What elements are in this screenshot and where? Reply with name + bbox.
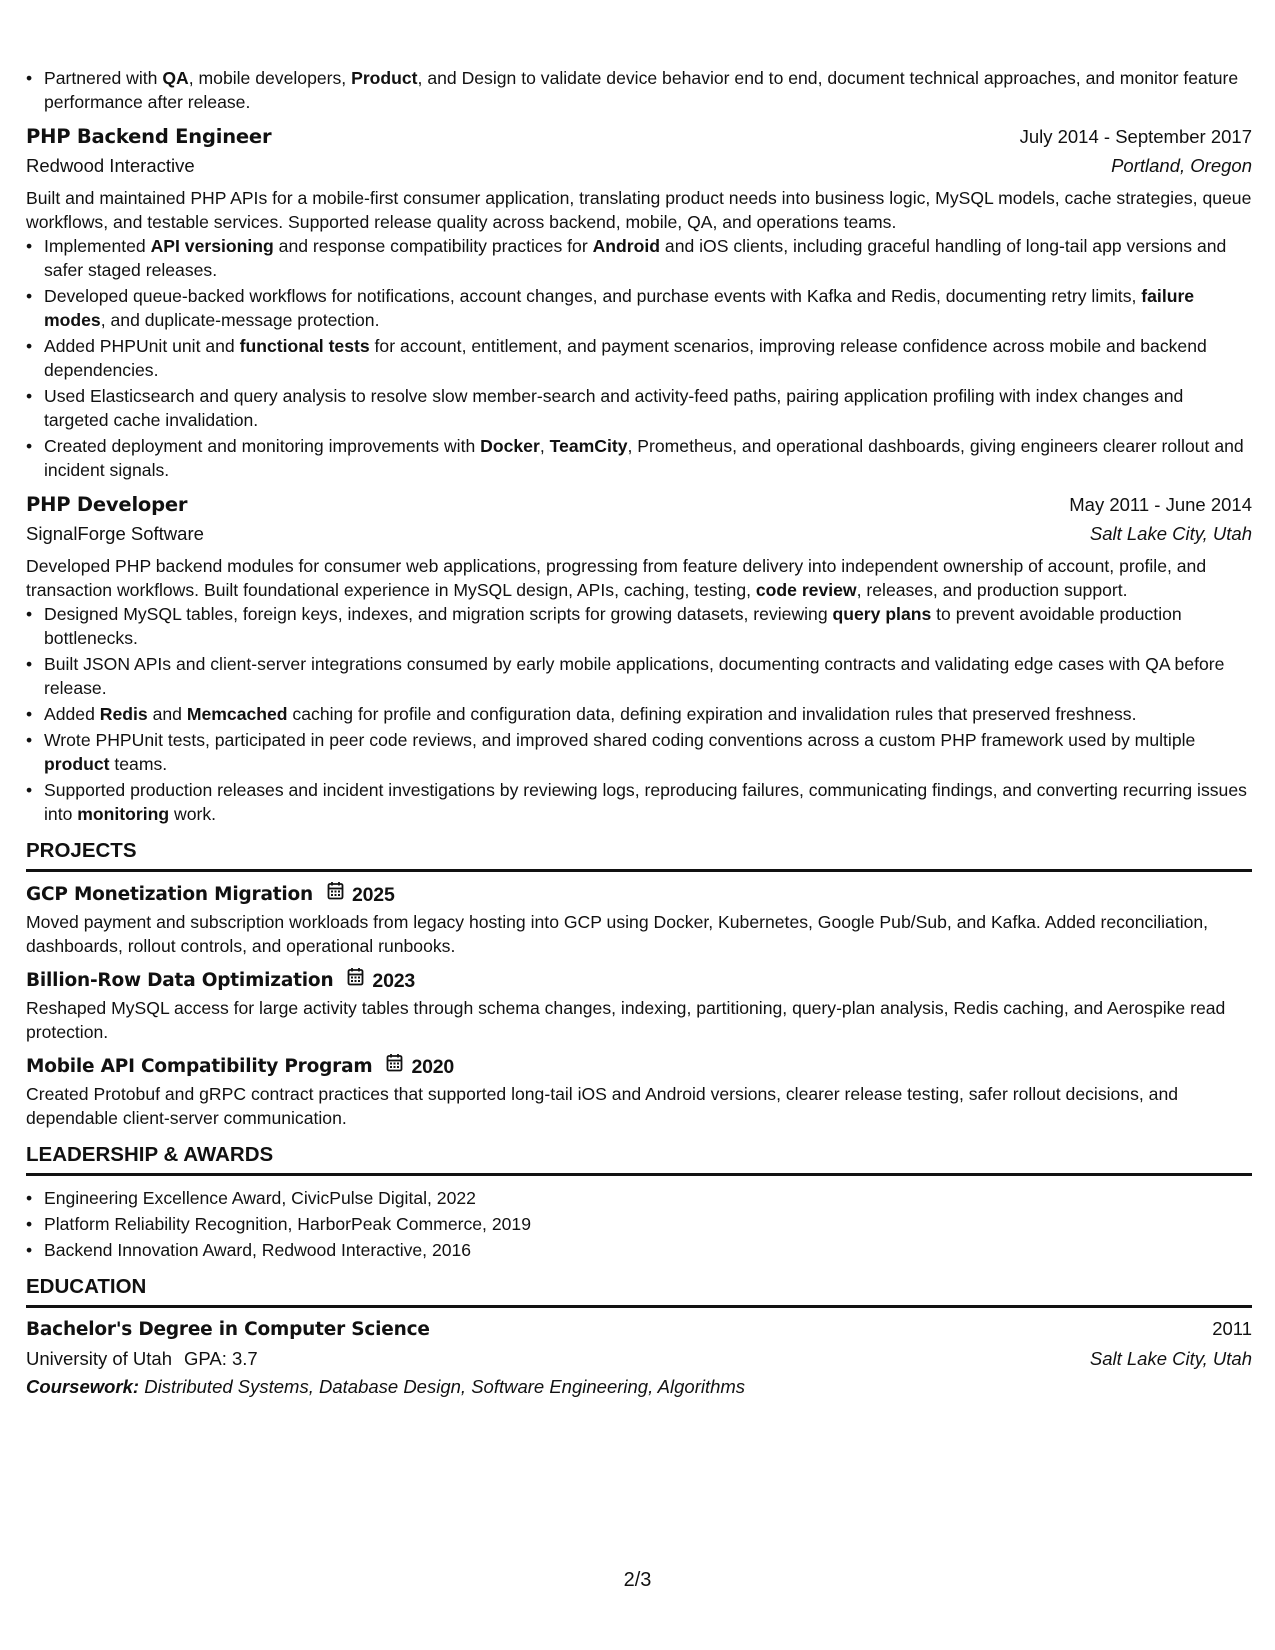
project-description: Moved payment and subscription workloads from legacy hosting into GCP using Docker, Kubernetes, Google Pub/Sub, and Kafka. Added reconciliation, dashboards, rollout controls, and operational runbooks.	[26, 912, 1209, 956]
job-subheader	[26, 152, 1252, 180]
text-run: Designed MySQL tables, foreign keys, indexes, and migration scripts for growing datasets, reviewing	[44, 604, 833, 624]
job-title: PHP Backend Engineer	[26, 125, 272, 148]
text-run: to prevent avoidable production bottlenecks.	[44, 604, 1182, 648]
text-run: Built JSON APIs and client-server integrations consumed by early mobile applications, documenting contracts and validating edge cases with QA before release.	[44, 654, 1225, 698]
job-entry	[26, 490, 1252, 826]
bullet-item	[44, 334, 1252, 382]
text-run: teams.	[109, 754, 168, 774]
text-run: , and Design to validate device behavior end to end, document technical approaches, and monitor feature performance after release.	[44, 68, 1239, 112]
award-item: • Platform Reliability Recognition, HarborPeak Commerce, 2019	[44, 1212, 1252, 1236]
bold-keyword: QA	[162, 68, 189, 88]
bullet-item	[44, 652, 1252, 700]
project-entry	[26, 880, 1252, 958]
project-header	[26, 880, 1252, 910]
bold-keyword: Android	[592, 236, 661, 256]
job-subheader	[26, 520, 1252, 548]
bold-keyword: functional tests	[239, 336, 370, 356]
coursework-list: Distributed Systems, Database Design, Software Engineering, Algorithms	[144, 1376, 746, 1397]
education-heading: EDUCATION	[26, 1272, 1252, 1308]
bullet-item	[44, 728, 1252, 776]
gpa: GPA: 3.7	[184, 1348, 258, 1369]
bullet-item	[44, 66, 1252, 114]
job-location: Salt Lake City, Utah	[1089, 523, 1252, 544]
project-header	[26, 1052, 1252, 1082]
bold-keyword: Product	[351, 68, 418, 88]
company-name: SignalForge Software	[26, 523, 204, 544]
graduation-year: 2011	[1212, 1318, 1252, 1339]
school-line	[26, 1345, 258, 1373]
bold-keyword: query plans	[832, 604, 932, 624]
calendar-icon	[327, 880, 344, 910]
bold-keyword: monitoring	[77, 804, 170, 824]
education-entry	[26, 1314, 1252, 1401]
text-run: Partnered with	[44, 68, 163, 88]
bold-keyword: product	[44, 754, 110, 774]
text-run: , mobile developers,	[188, 68, 352, 88]
text-run: Built and maintained PHP APIs for a mobile-first consumer application, translating product needs into business logic, MySQL models, cache strategies, queue workflows, and testable services. Supported release quality across backend, mobile, QA, and operations teams.	[26, 188, 1252, 232]
bullet-item	[44, 234, 1252, 282]
project-year: 2020	[411, 1056, 455, 1078]
experience-continued-bullets	[26, 66, 1252, 114]
text-run: , releases, and production support.	[856, 580, 1128, 600]
bold-keyword: Memcached	[186, 704, 288, 724]
leadership-heading: LEADERSHIP & AWARDS	[26, 1140, 1252, 1176]
text-run: Developed PHP backend modules for consumer web applications, progressing from feature delivery into independent ownership of account, profile, and transaction workflows. Built foundational experience in MySQL design, APIs, caching, testing,	[26, 556, 1207, 600]
text-run: Developed queue-backed workflows for notifications, account changes, and purchase events with Kafka and Redis, documenting retry limits,	[44, 286, 1142, 306]
school-location: Salt Lake City, Utah	[1089, 1348, 1252, 1369]
coursework	[26, 1373, 1252, 1401]
text-run: and iOS clients, including graceful handling of long-tail app versions and safer staged releases.	[44, 236, 1227, 280]
degree: Bachelor's Degree in Computer Science	[26, 1319, 430, 1340]
bullet-item	[44, 384, 1252, 432]
text-run: Added PHPUnit unit and	[44, 336, 240, 356]
bold-keyword: failure modes	[44, 286, 1195, 330]
text-run: Used Elasticsearch and query analysis to resolve slow member-search and activity-feed paths, pairing application profiling with index changes and targeted cache invalidation.	[44, 386, 1184, 430]
project-name: Mobile API Compatibility Program	[26, 1056, 373, 1077]
project-header	[26, 966, 1252, 996]
text-run: and response compatibility practices for	[273, 236, 593, 256]
projects-list	[26, 880, 1252, 1130]
project-year: 2025	[352, 884, 395, 906]
awards-list	[26, 1186, 1252, 1262]
bold-keyword: Docker	[480, 436, 540, 456]
text-run: , Prometheus, and operational dashboards, giving engineers clearer rollout and incident signals.	[44, 436, 1244, 480]
text-run: Created deployment and monitoring improvements with	[44, 436, 481, 456]
job-location: Portland, Oregon	[1111, 155, 1252, 176]
award-item: • Backend Innovation Award, Redwood Interactive, 2016	[44, 1238, 1252, 1262]
project-entry	[26, 1052, 1252, 1130]
project-description: Created Protobuf and gRPC contract practices that supported long-tail iOS and Android versions, clearer release testing, safer rollout decisions, and dependable client-server communication.	[26, 1084, 1179, 1128]
job-header	[26, 122, 1252, 152]
job-bullets	[26, 602, 1252, 826]
bullet-item	[44, 778, 1252, 826]
project-name: GCP Monetization Migration	[26, 884, 314, 905]
award-item: • Engineering Excellence Award, CivicPulse Digital, 2022	[44, 1186, 1252, 1210]
projects-heading: PROJECTS	[26, 836, 1252, 872]
text-run: , and duplicate-message protection.	[100, 310, 380, 330]
job-entry	[26, 122, 1252, 482]
bullet-item	[44, 434, 1252, 482]
bullet-item	[44, 602, 1252, 650]
job-title: PHP Developer	[26, 493, 188, 516]
bullet-item	[44, 284, 1252, 332]
job-bullets	[26, 234, 1252, 482]
text-run: Implemented	[44, 236, 151, 256]
text-run: and	[147, 704, 187, 724]
project-year: 2023	[372, 970, 416, 992]
resume-page	[26, 66, 1252, 1401]
text-run: caching for profile and configuration data, defining expiration and invalidation rules that preserved freshness.	[287, 704, 1137, 724]
text-run: Supported production releases and incident investigations by reviewing logs, reproducing failures, communicating findings, and converting recurring issues into	[44, 780, 1247, 824]
text-run: work.	[169, 804, 217, 824]
bullet-item	[44, 702, 1252, 726]
project-description: Reshaped MySQL access for large activity tables through schema changes, indexing, partitioning, query-plan analysis, Redis caching, and Aerospike read protection.	[26, 998, 1226, 1042]
calendar-icon	[386, 1052, 403, 1082]
job-summary	[26, 186, 1252, 234]
calendar-icon	[347, 966, 364, 996]
project-entry	[26, 966, 1252, 1044]
job-dates: July 2014 - September 2017	[1019, 126, 1252, 147]
project-name: Billion-Row Data Optimization	[26, 970, 334, 991]
experience-list	[26, 122, 1252, 826]
coursework-label: Coursework:	[26, 1376, 140, 1397]
bold-keyword: API versioning	[150, 236, 274, 256]
job-header	[26, 490, 1252, 520]
bold-keyword: Redis	[99, 704, 148, 724]
bold-keyword: TeamCity	[549, 436, 628, 456]
job-dates: May 2011 - June 2014	[1069, 494, 1252, 515]
bold-keyword: code review	[755, 580, 857, 600]
text-run: Added	[44, 704, 100, 724]
text-run: for account, entitlement, and payment scenarios, improving release confidence across mobile and backend dependencies.	[44, 336, 1207, 380]
text-run: Wrote PHPUnit tests, participated in peer code reviews, and improved shared coding conventions across a custom PHP framework used by multiple	[44, 730, 1196, 750]
company-name: Redwood Interactive	[26, 155, 195, 176]
job-summary	[26, 554, 1252, 602]
page-number: 2/3	[623, 1569, 652, 1591]
text-run: ,	[539, 436, 550, 456]
school-name: University of Utah	[26, 1348, 172, 1369]
